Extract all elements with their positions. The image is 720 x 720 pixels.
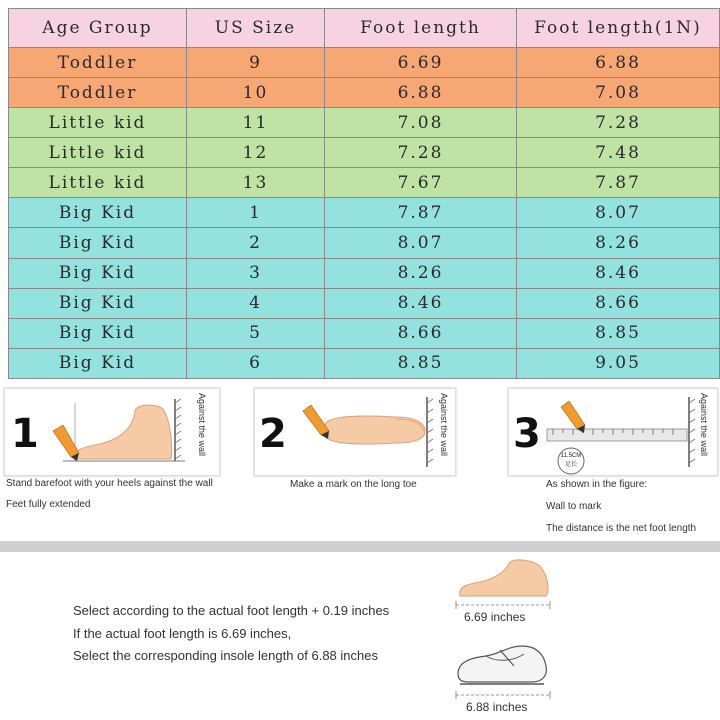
foot-length-cell: 7.08 bbox=[325, 108, 517, 138]
table-row bbox=[9, 198, 720, 228]
instruction-line-3: Select the corresponding insole length of 6.88 inches bbox=[73, 648, 378, 663]
insole-length-cell: 7.48 bbox=[517, 138, 720, 168]
foot-length-cell: 8.26 bbox=[325, 258, 517, 288]
us-size-cell: 2 bbox=[187, 228, 325, 258]
us-size-cell: 4 bbox=[187, 288, 325, 318]
table-row bbox=[9, 168, 720, 198]
step-1-caption-2: Feet fully extended bbox=[6, 499, 91, 510]
foot-length-cell: 6.88 bbox=[325, 78, 517, 108]
foot-top-icon bbox=[255, 389, 455, 475]
foot-length-cell: 7.87 bbox=[325, 198, 517, 228]
step-2-caption-1: Make a mark on the long toe bbox=[290, 479, 417, 490]
step-3-illustration bbox=[508, 388, 718, 476]
foot-length-cell: 7.67 bbox=[325, 168, 517, 198]
ruler-icon bbox=[509, 389, 717, 475]
section-divider bbox=[0, 541, 720, 552]
step-3-caption-2: Wall to mark bbox=[546, 501, 602, 512]
header-us-size: US Size bbox=[187, 9, 325, 48]
foot-length-cell: 8.46 bbox=[325, 288, 517, 318]
age-group-cell: Big Kid bbox=[9, 288, 187, 318]
foot-length-cell: 8.07 bbox=[325, 228, 517, 258]
table-row bbox=[9, 348, 720, 378]
age-group-cell: Big Kid bbox=[9, 228, 187, 258]
table-row bbox=[9, 48, 720, 78]
table-row bbox=[9, 318, 720, 348]
insole-length-cell: 8.26 bbox=[517, 228, 720, 258]
insole-length-cell: 7.08 bbox=[517, 78, 720, 108]
wall-label: Against the wall bbox=[699, 393, 709, 457]
step-number: 1 bbox=[11, 411, 39, 457]
instruction-line-1: Select according to the actual foot length + 0.19 inches bbox=[73, 603, 390, 618]
age-group-cell: Big Kid bbox=[9, 198, 187, 228]
insole-length-cell: 6.88 bbox=[517, 48, 720, 78]
foot-icon bbox=[5, 389, 219, 475]
foot-length-measure: 6.69 inches bbox=[464, 610, 526, 624]
age-group-cell: Little kid bbox=[9, 108, 187, 138]
insole-length-cell: 8.85 bbox=[517, 318, 720, 348]
age-group-cell: Little kid bbox=[9, 138, 187, 168]
step-1-caption-1: Stand barefoot with your heels against the wall bbox=[6, 478, 213, 489]
foot-measure-arrow bbox=[454, 600, 554, 610]
pencil-icon bbox=[561, 401, 585, 433]
age-group-cell: Toddler bbox=[9, 78, 187, 108]
foot-length-cell: 6.69 bbox=[325, 48, 517, 78]
table-row bbox=[9, 78, 720, 108]
ruler-reading-sub: 足长 bbox=[564, 462, 577, 468]
step-number: 3 bbox=[513, 411, 541, 457]
us-size-cell: 11 bbox=[187, 108, 325, 138]
wall-label: Against the wall bbox=[197, 393, 207, 457]
table-row bbox=[9, 108, 720, 138]
insole-length-measure: 6.88 inches bbox=[466, 700, 528, 714]
table-row bbox=[9, 288, 720, 318]
table-row bbox=[9, 138, 720, 168]
insole-measure-arrow bbox=[454, 690, 554, 700]
ruler-magnifier-label bbox=[559, 453, 583, 468]
step-3-caption-1: As shown in the figure: bbox=[546, 479, 648, 490]
foot-length-cell: 7.28 bbox=[325, 138, 517, 168]
step-number: 2 bbox=[259, 411, 287, 457]
insole-length-cell: 8.46 bbox=[517, 258, 720, 288]
age-group-cell: Little kid bbox=[9, 168, 187, 198]
insole-length-cell: 7.28 bbox=[517, 108, 720, 138]
insole-length-cell: 8.07 bbox=[517, 198, 720, 228]
header-age-group: Age Group bbox=[9, 9, 187, 48]
table-row bbox=[9, 228, 720, 258]
wall-label: Against the wall bbox=[439, 393, 449, 457]
age-group-cell: Big Kid bbox=[9, 348, 187, 378]
foot-length-cell: 8.66 bbox=[325, 318, 517, 348]
pencil-icon bbox=[303, 405, 329, 439]
instruction-line-2: If the actual foot length is 6.69 inches, bbox=[73, 626, 292, 641]
age-group-cell: Toddler bbox=[9, 48, 187, 78]
insole-length-cell: 9.05 bbox=[517, 348, 720, 378]
step-3-caption-3: The distance is the net foot length bbox=[546, 523, 697, 534]
us-size-cell: 3 bbox=[187, 258, 325, 288]
insole-length-cell: 7.87 bbox=[517, 168, 720, 198]
us-size-cell: 9 bbox=[187, 48, 325, 78]
table-header-row bbox=[9, 9, 720, 48]
us-size-cell: 1 bbox=[187, 198, 325, 228]
foot-length-cell: 8.85 bbox=[325, 348, 517, 378]
us-size-cell: 6 bbox=[187, 348, 325, 378]
header-insole-length: Foot length(1N) bbox=[517, 9, 720, 48]
us-size-cell: 13 bbox=[187, 168, 325, 198]
ruler-reading: 11.5CM bbox=[560, 453, 582, 459]
shoe-icon bbox=[452, 640, 552, 692]
header-foot-length: Foot length bbox=[325, 9, 517, 48]
step-1-illustration bbox=[4, 388, 220, 476]
age-group-cell: Big Kid bbox=[9, 318, 187, 348]
size-chart-table bbox=[8, 8, 720, 379]
age-group-cell: Big Kid bbox=[9, 258, 187, 288]
step-2-illustration bbox=[254, 388, 456, 476]
us-size-cell: 10 bbox=[187, 78, 325, 108]
table-row bbox=[9, 258, 720, 288]
insole-length-cell: 8.66 bbox=[517, 288, 720, 318]
us-size-cell: 12 bbox=[187, 138, 325, 168]
us-size-cell: 5 bbox=[187, 318, 325, 348]
